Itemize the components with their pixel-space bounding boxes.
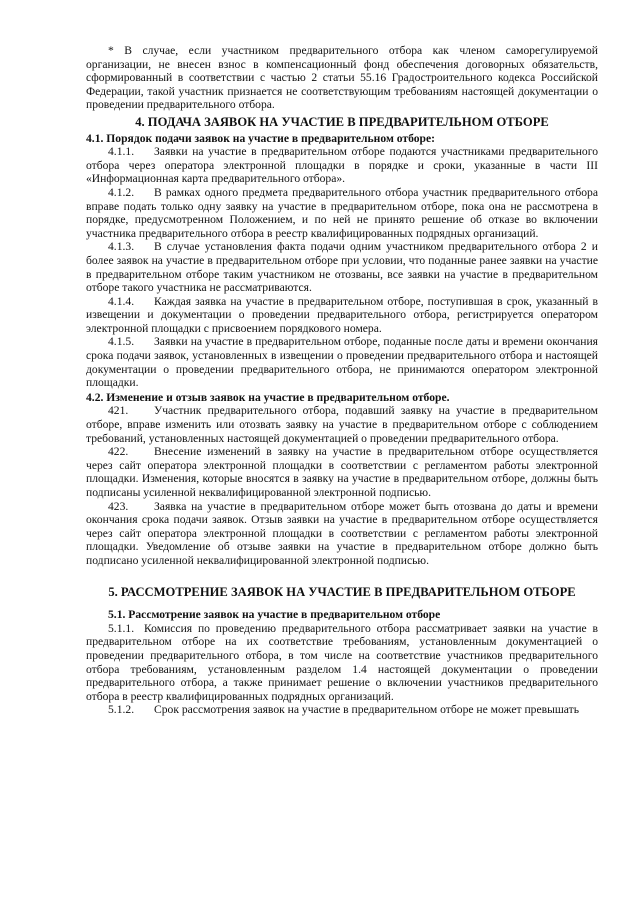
- paragraph-text: Заявки на участие в предварительном отборе, поданные после даты и времени окончания срока подачи заявок, установленных в извещении о проведении предварительного отбора и настоящей документации о проведении предварительного отбора, не принимаются оператором электронной площадки.: [86, 335, 598, 390]
- paragraph-number: 4.1.3.: [108, 240, 135, 254]
- paragraph-number: 4.1.2.: [108, 185, 135, 199]
- paragraph-number: 423.: [108, 499, 129, 513]
- paragraph-text: Заявки на участие в предварительном отборе подаются участниками предварительного отбора через оператора электронной площадки в порядке и сроки, указанные в части III «Информационная карта предварительного отбора».: [86, 145, 598, 186]
- paragraph-text: Внесение изменений в заявку на участие в предварительном отборе осуществляется через сайт оператора электронной площадки в соответствии с регламентом работы электронной площадки. Изменения, которые вносятся в заявку на участие в предварительном отборе, должны быть подписаны усиленной неквалифицированной электронной подписью.: [86, 445, 598, 499]
- paragraph-4-2-3: [86, 500, 598, 568]
- paragraph-4-1-2: [86, 186, 598, 240]
- paragraph-number: 4.1.5.: [108, 335, 135, 349]
- paragraph-number: 421.: [108, 404, 129, 418]
- section-4-heading: 4. ПОДАЧА ЗАЯВОК НА УЧАСТИЕ В ПРЕДВАРИТЕЛЬНОМ ОТБОРЕ: [135, 114, 549, 129]
- paragraph-number: 5.1.1.: [108, 621, 135, 635]
- paragraph-4-1-3: [86, 240, 598, 294]
- paragraph-number: 4.1.4.: [108, 294, 135, 308]
- subsection-spacer: [86, 601, 598, 607]
- paragraph-4-1-4: [86, 295, 598, 336]
- subsection-4-2-heading: 4.2. Изменение и отзыв заявок на участие в предварительном отборе.: [86, 390, 450, 404]
- paragraph-number: 5.1.2.: [108, 703, 135, 717]
- subsection-4-1-heading: 4.1. Порядок подачи заявок на участие в предварительном отборе:: [86, 131, 435, 145]
- paragraph-text: Заявка на участие в предварительном отборе может быть отозвана до даты и времени окончания срока подачи заявок. Отзыв заявки на участие в предварительном отборе осуществляется через сайт оператора электронной площадки в соответствии с регламентом работы электронной площадки. Уведомление об отзыве заявки на участие в предварительном отборе должно быть подписано усиленной неквалифицированной электронной подписью.: [86, 499, 598, 567]
- section-5-heading: 5. РАССМОТРЕНИЕ ЗАЯВОК НА УЧАСТИЕ В ПРЕДВАРИТЕЛЬНОМ ОТБОРЕ: [108, 584, 576, 599]
- paragraph-text: Каждая заявка на участие в предварительном отборе, поступившая в срок, указанный в извещении и документации о проведении предварительного отбора, регистрируется оператором электронной площадки с присвоением порядкового номера.: [86, 294, 598, 335]
- paragraph-5-1-1: [86, 622, 598, 704]
- paragraph-text: Участник предварительного отбора, подавший заявку на участие в предварительном отборе, вправе изменить или отозвать заявку на участие в предварительном отборе с соблюдением требований, установленных настоящей документацией о проведении предварительного отбора.: [86, 404, 598, 445]
- paragraph-number: 4.1.1.: [108, 145, 135, 159]
- paragraph-number: 422.: [108, 445, 129, 459]
- paragraph-4-1-5: [86, 335, 598, 389]
- footnote-paragraph: * В случае, если участником предварительного отбора как членом саморегулируемой организации, не внесен взнос в компенсационный фонд обеспечения договорных обязательств, сформированный в соответствии с частью 2 статьи 55.16 Градостроительного кодекса Российской Федерации, такой участник признается не соответствующим требованиям настоящей документации о проведении предварительного отбора.: [86, 44, 598, 112]
- paragraph-text: Срок рассмотрения заявок на участие в предварительном отборе не может превышать: [154, 703, 580, 717]
- paragraph-4-2-1: [86, 404, 598, 445]
- paragraph-text: В случае установления факта подачи одним участником предварительного отбора 2 и более заявок на участие в предварительном отборе при условии, что поданные ранее заявки на участие в предварительном отборе таким участником не отозваны, все заявки на участие в предварительном отборе такого участника не рассматриваются.: [86, 240, 598, 295]
- section-spacer: [86, 568, 598, 582]
- paragraph-5-1-2: [86, 703, 598, 717]
- paragraph-4-2-2: [86, 445, 598, 499]
- paragraph-text: Комиссия по проведению предварительного отбора рассматривает заявки на участие в предварительном отборе на их соответствие требованиям, установленным документацией о проведении предварительного отбора, в том числе на соответствие участников предварительного отбора требованиям, установленным разделом 1.4 настоящей документации о проведении предварительного отбора, а также принимает решение о включении участников предварительного отбора в реестр квалифицированных подрядных организаций.: [86, 621, 598, 703]
- paragraph-4-1-1: [86, 145, 598, 186]
- paragraph-text: В рамках одного предмета предварительного отбора участник предварительного отбора вправе подать только одну заявку на участие в предварительном отборе, пока она не рассмотрена в порядке, предусмотренном Положением, и по ней не принято решение об отказе во включении участника предварительного отбора в реестр квалифицированных подрядных организаций.: [86, 185, 598, 240]
- subsection-5-1-heading: 5.1. Рассмотрение заявок на участие в предварительном отборе: [108, 608, 441, 622]
